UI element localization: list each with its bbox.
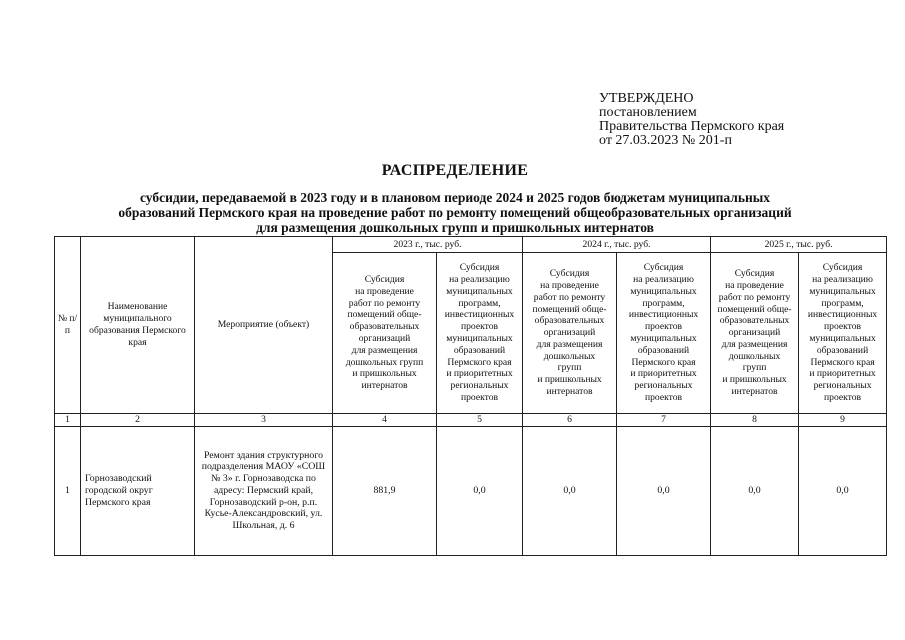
row-value-2025-repair: 0,0 xyxy=(711,426,799,555)
column-number: 3 xyxy=(195,414,333,427)
approval-title: УТВЕРЖДЕНО xyxy=(599,91,694,106)
header-name: Наименование муниципального образования Пермского края xyxy=(81,237,195,414)
header-subsidy-programs: Субсидия на реализацию муниципальных программ, инвестиционных проектов муниципальных образований Пермского края и приоритетных региональных проектов xyxy=(617,253,711,414)
column-number: 8 xyxy=(711,414,799,427)
table-row xyxy=(55,426,887,555)
column-number: 1 xyxy=(55,414,81,427)
approval-line: Правительства Пермского края xyxy=(599,119,785,134)
header-no: № п/п xyxy=(55,237,81,414)
column-number: 7 xyxy=(617,414,711,427)
header-subsidy-repair: Субсидия на проведение работ по ремонту помещений обще- образовательных организаций для размещения дошкольных групп и пришкольных интернатов xyxy=(523,253,617,414)
column-number: 2 xyxy=(81,414,195,427)
header-year-2025: 2025 г., тыс. руб. xyxy=(711,237,887,253)
approval-date: от 27.03.2023 № 201-п xyxy=(599,133,732,148)
header-row-years xyxy=(55,237,887,253)
header-subsidy-programs: Субсидия на реализацию муниципальных программ, инвестиционных проектов муниципальных образований Пермского края и приоритетных региональных проектов xyxy=(437,253,523,414)
subtitle-line: для размещения дошкольных групп и пришкольных интернатов xyxy=(256,220,654,235)
row-value-2024-programs: 0,0 xyxy=(617,426,711,555)
row-value-2025-programs: 0,0 xyxy=(799,426,887,555)
row-value-2023-repair: 881,9 xyxy=(333,426,437,555)
document-heading xyxy=(60,162,850,235)
row-no: 1 xyxy=(55,426,81,555)
subtitle-line: субсидии, передаваемой в 2023 году и в плановом периоде 2024 и 2025 годов бюджетам муниципальных xyxy=(139,190,771,205)
column-number: 9 xyxy=(799,414,887,427)
column-number-row xyxy=(55,414,887,427)
row-municipality: Горнозаводский городской округ Пермского края xyxy=(81,426,195,555)
header-subsidy-repair: Субсидия на проведение работ по ремонту помещений обще- образовательных организаций для размещения дошкольных групп и пришкольных интернатов xyxy=(333,253,437,414)
row-value-2024-repair: 0,0 xyxy=(523,426,617,555)
column-number: 4 xyxy=(333,414,437,427)
document-title: РАСПРЕДЕЛЕНИЕ xyxy=(381,162,529,179)
column-number: 6 xyxy=(523,414,617,427)
distribution-table xyxy=(54,236,887,556)
header-subsidy-programs: Субсидия на реализацию муниципальных программ, инвестиционных проектов муниципальных образований Пермского края и приоритетных региональных проектов xyxy=(799,253,887,414)
approval-line: постановлением xyxy=(599,105,697,120)
column-number: 5 xyxy=(437,414,523,427)
header-event: Мероприятие (объект) xyxy=(195,237,333,414)
header-year-2023: 2023 г., тыс. руб. xyxy=(333,237,523,253)
header-year-2024: 2024 г., тыс. руб. xyxy=(523,237,711,253)
approval-stamp xyxy=(599,92,784,148)
subtitle-line: образований Пермского края на проведение работ по ремонту помещений общеобразовательных организаций xyxy=(118,205,792,220)
header-subsidy-repair: Субсидия на проведение работ по ремонту помещений обще- образовательных организаций для размещения дошкольных групп и пришкольных интернатов xyxy=(711,253,799,414)
row-value-2023-programs: 0,0 xyxy=(437,426,523,555)
row-event: Ремонт здания структурного подразделения МАОУ «СОШ № 3» г. Горнозаводска по адресу: Пермский край, Горнозаводский р-он, р.п. Кусье-Александровский, ул. Школьная, д. 6 xyxy=(195,426,333,555)
document-subtitle xyxy=(60,190,850,235)
